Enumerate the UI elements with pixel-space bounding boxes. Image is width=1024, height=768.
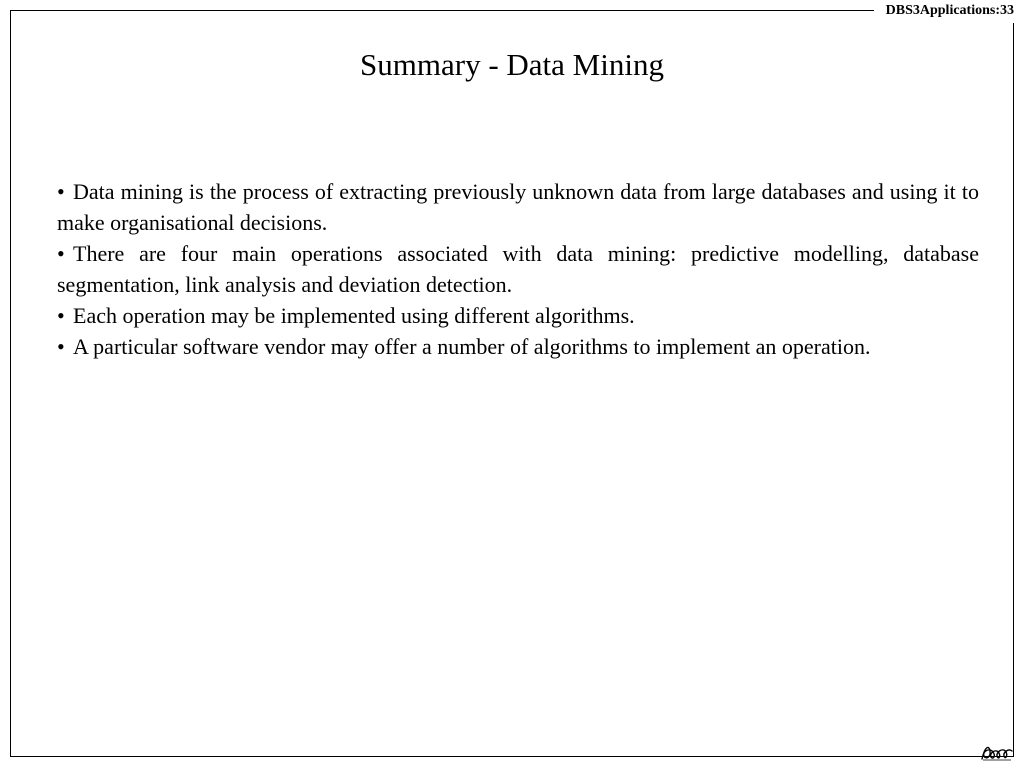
- bullet-item: [57, 176, 979, 238]
- bullet-marker: •: [57, 334, 65, 359]
- bullet-text: A particular software vendor may offer a number of algorithms to implement an operation.: [73, 334, 871, 359]
- bullet-item: [57, 238, 979, 300]
- bullet-list: [57, 176, 979, 362]
- bullet-marker: •: [57, 241, 65, 266]
- bullet-text: Data mining is the process of extracting previously unknown data from large databases and using it to make organisational decisions.: [57, 179, 979, 235]
- slide-id-label: DBS3Applications:33: [874, 1, 1024, 23]
- bullet-marker: •: [57, 179, 65, 204]
- slide-frame: [10, 10, 1014, 757]
- bullet-text: There are four main operations associated with data mining: predictive modelling, database segmentation, link analysis and deviation detection.: [57, 241, 979, 297]
- page-title: Summary - Data Mining: [360, 47, 664, 82]
- bullet-text: Each operation may be implemented using different algorithms.: [73, 303, 635, 328]
- bullet-item: [57, 300, 979, 331]
- institution-logo-icon: [980, 742, 1014, 762]
- bullet-item: [57, 331, 979, 362]
- bullet-marker: •: [57, 303, 65, 328]
